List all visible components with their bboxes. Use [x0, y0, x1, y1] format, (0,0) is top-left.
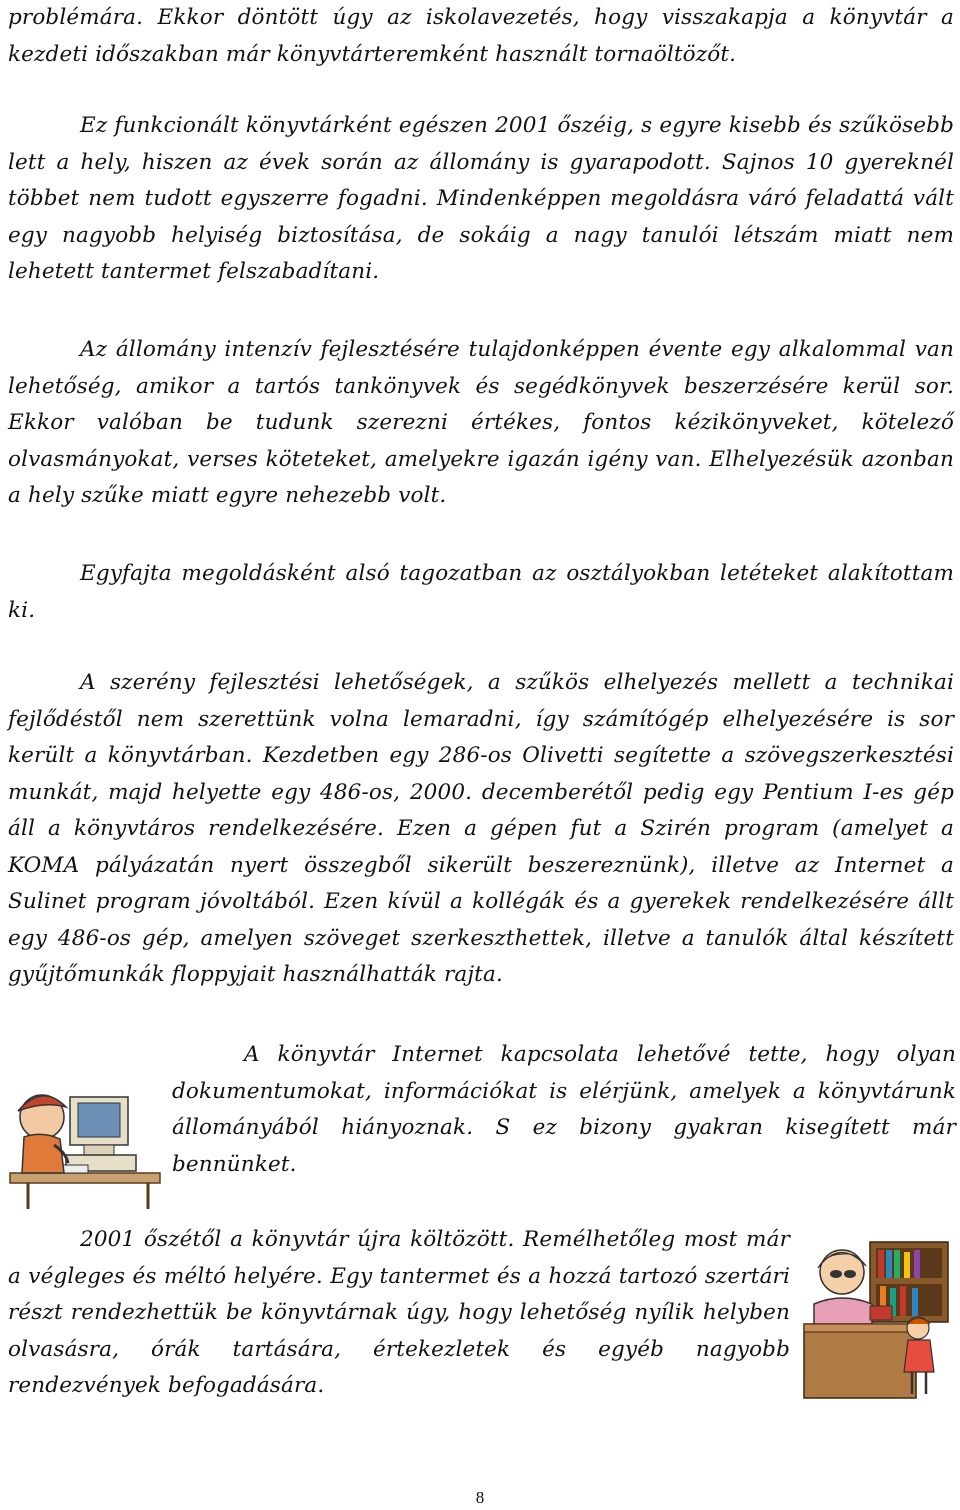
paragraph-4: Egyfajta megoldásként alsó tagozatban az osztályokban letéteket alakítottam ki.	[8, 561, 954, 623]
page-number: 8	[475, 1488, 485, 1507]
paragraph-6: A könyvtár Internet kapcsolata lehetővé tette, hogy olyan dokumentumokat, információkat is elérjünk, amelyek a könyvtárunk állományából hiányoznak. S ez bizony gyakran kisegített már bennünket.	[172, 1042, 956, 1177]
child-at-computer-illustration	[8, 1045, 166, 1213]
paragraph-3: Az állomány intenzív fejlesztésére tulajdonképpen évente egy alkalommal van lehetőség, amikor a tartós tankönyvek és segédkönyvek beszerzésére kerül sor. Ekkor valóban be tudunk szerezni értékes, fontos kézikönyveket, kötelező olvasmányokat, verses köteteket, amelyekre igazán igény van. Elhelyezésük azonban a hely szűke miatt egyre nehezebb volt.	[8, 337, 954, 508]
librarian-with-child-illustration	[800, 1232, 952, 1402]
paragraph-7: 2001 őszétől a könyvtár újra költözött. Remélhetőleg most már a végleges és méltó helyére. Egy tantermet és a hozzá tartozó szertári részt rendezhettük be könyvtárnak úgy, hogy lehetőség nyílik helyben olvasásra, órák tartására, értekezletek és egyéb nagyobb rendezvények befogadására.	[8, 1227, 790, 1398]
paragraph-2: Ez funkcionált könyvtárként egészen 2001 őszéig, s egyre kisebb és szűkösebb lett a hely, hiszen az évek során az állomány is gyarapodott. Sajnos 10 gyereknél többet nem tudott egyszerre fogadni. Mindenképpen megoldásra váró feladattá vált egy nagyobb helyiség biztosítása, de sokáig a nagy tanulói létszám miatt nem lehetett tantermet felszabadítani.	[8, 113, 954, 284]
paragraph-5: A szerény fejlesztési lehetőségek, a szűkös elhelyezés mellett a technikai fejlődéstől nem szerettünk volna lemaradni, így számítógép elhelyezésére is sor került a könyvtárban. Kezdetben egy 286-os Olivetti segítette a szövegszerkesztési munkát, majd helyette egy 486-os, 2000. decemberétől pedig egy Pentium I-es gép áll a könyvtáros rendelkezésére. Ezen a gépen fut a Szirén program (amelyet a KOMA pályázatán nyert összegből sikerült beszereznünk), illetve az Internet a Sulinet program jóvoltából. Ezen kívül a kollégák és a gyerekek rendelkezésére állt egy 486-os gép, amelyen szöveget szerkeszthettek, illetve a tanulók által készített gyűjtőmunkák floppyjait használhatták rajta.	[8, 670, 954, 987]
paragraph-1: problémára. Ekkor döntött úgy az iskolavezetés, hogy visszakapja a könyvtár a kezdeti időszakban már könyvtárteremként használt tornaöltözőt.	[8, 5, 954, 67]
